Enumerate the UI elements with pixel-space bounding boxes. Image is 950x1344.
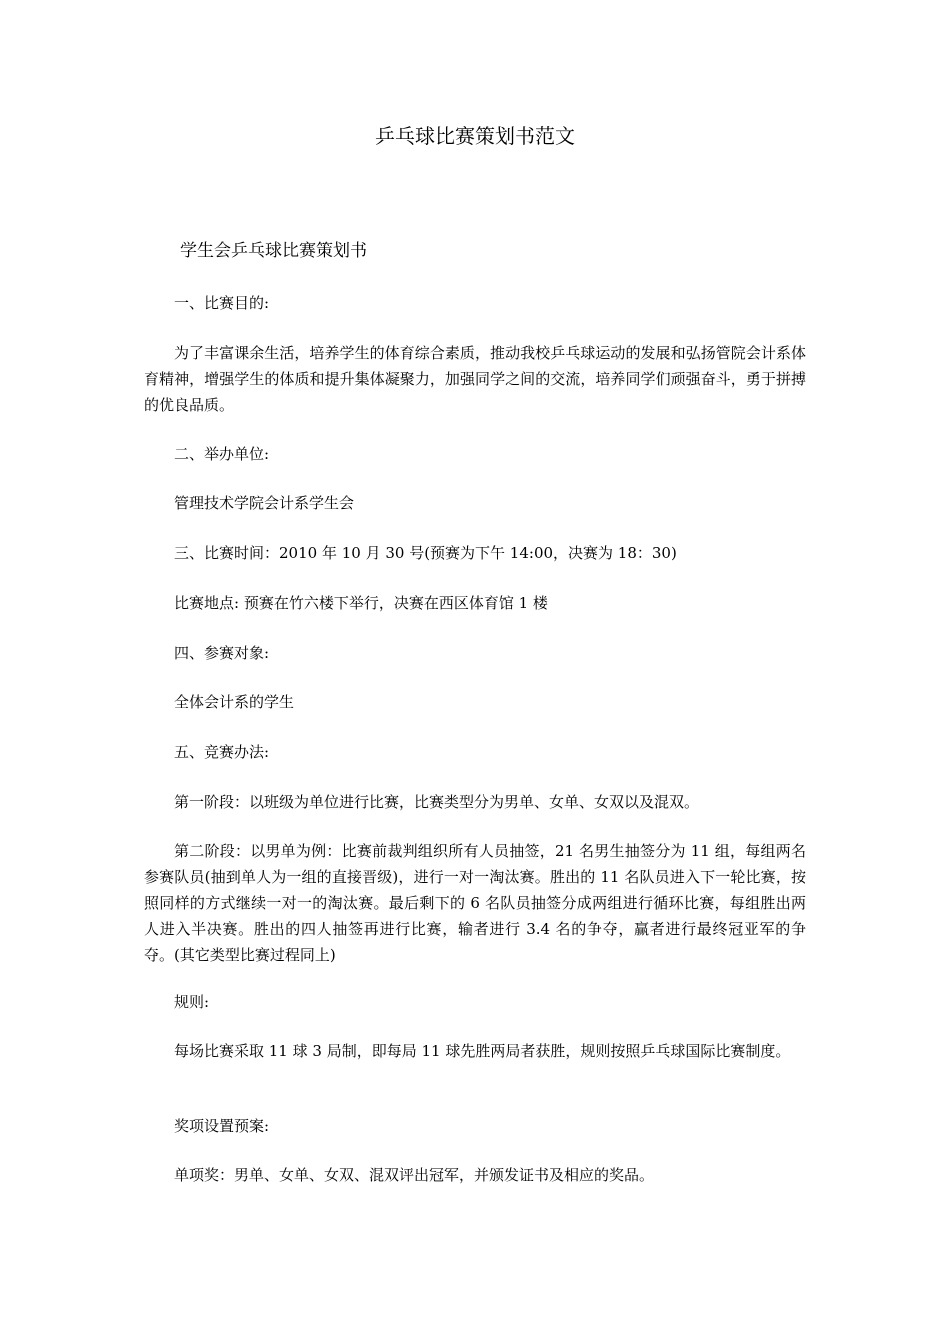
paragraph-stage-one: 第一阶段：以班级为单位进行比赛，比赛类型分为男单、女单、女双以及混双。 — [174, 793, 700, 811]
document-title: 乒乓球比赛策划书范文 — [375, 124, 575, 148]
paragraph-purpose: 为了丰富课余生活，培养学生的体育综合素质，推动我校乒乓球运动的发展和弘扬管院会计系体育精神，增强学生的体质和提升集体凝聚力，加强同学之间的交流，培养同学们顽强奋斗，勇于拼搏的优良品质。 — [144, 344, 806, 414]
heading-participants: 四、参赛对象: — [174, 644, 270, 662]
heading-method: 五、竞赛办法: — [174, 743, 270, 761]
document-subtitle: 学生会乒乓球比赛策划书 — [180, 241, 367, 261]
heading-purpose: 一、比赛目的: — [174, 294, 270, 312]
heading-awards: 奖项设置预案: — [174, 1117, 270, 1135]
heading-organizer: 二、举办单位: — [174, 445, 270, 463]
heading-time: 三、比赛时间：2010 年 10 月 30 号(预赛为下午 14:00，决赛为 18：30) — [174, 544, 677, 562]
paragraph-awards: 单项奖：男单、女单、女双、混双评出冠军，并颁发证书及相应的奖品。 — [174, 1166, 655, 1184]
paragraph-location: 比赛地点: 预赛在竹六楼下举行，决赛在西区体育馆 1 楼 — [174, 594, 548, 612]
paragraph-participants: 全体会计系的学生 — [174, 693, 295, 711]
heading-rules: 规则: — [174, 993, 210, 1011]
paragraph-organizer: 管理技术学院会计系学生会 — [174, 494, 355, 512]
paragraph-stage-two: 第二阶段：以男单为例：比赛前裁判组织所有人员抽签，21 名男生抽签分为 11 组，每组两名参赛队员(抽到单人为一组的直接晋级)，进行一对一淘汰赛。胜出的 11 名队员进入下一轮比赛，按照同样的方式继续一对一的淘汰赛。最后剩下的 6 名队员抽签分成两组进行循环比赛，每组胜出两人进入半决赛。胜出的四人抽签再进行比赛，输者进行 3.4 名的争夺，赢者进行最终冠亚军的争夺。(其它类型比赛过程同上) — [144, 842, 806, 964]
paragraph-rules: 每场比赛采取 11 球 3 局制，即每局 11 球先胜两局者获胜，规则按照乒乓球国际比赛制度。 — [174, 1042, 791, 1060]
